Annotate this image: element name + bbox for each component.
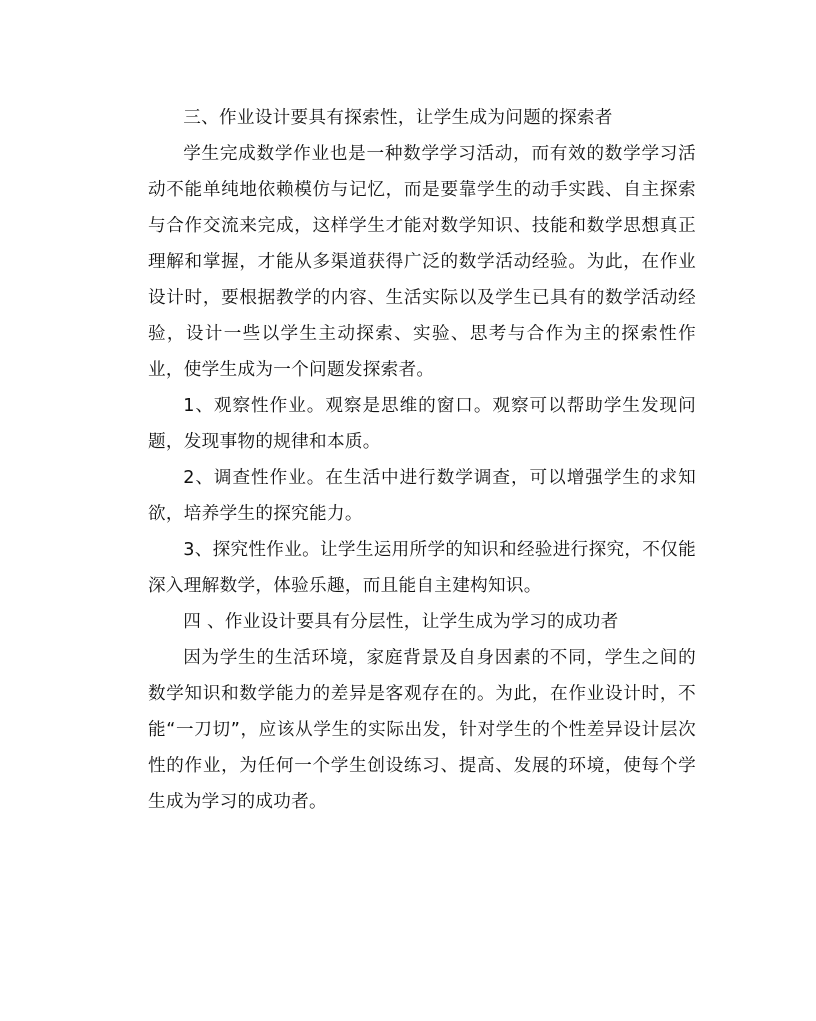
section-heading-4: 四 、作业设计要具有分层性，让学生成为学习的成功者 (183, 612, 619, 632)
section-3-paragraph: 学生完成数学作业也是一种数学学习活动，而有效的数学学习活动不能单纯地依赖模仿与记忆，而是要靠学生的动手实践、自主探索与合作交流来完成，这样学生才能对数学知识、技能和数学思想真正理解和掌握，才能从多渠道获得广泛的数学活动经验。为此，在作业设计时，要根据教学的内容、生活实际以及学生已具有的数学活动经验，设计一些以学生主动探索、实验、思考与合作为主的探索性作业，使学生成为一个问题发探索者。 (148, 144, 696, 380)
section-heading-3: 三、作业设计要具有探索性，让学生成为问题的探索者 (183, 108, 613, 128)
document-body (148, 100, 696, 820)
list-item-survey: 2、调查性作业。在生活中进行数学调查，可以增强学生的求知欲，培养学生的探究能力。 (148, 468, 696, 524)
list-item-observation: 1、观察性作业。观察是思维的窗口。观察可以帮助学生发现问题，发现事物的规律和本质。 (148, 396, 696, 452)
section-4-paragraph: 因为学生的生活环境，家庭背景及自身因素的不同，学生之间的数学知识和数学能力的差异是客观存在的。为此，在作业设计时，不能“一刀切”，应该从学生的实际出发，针对学生的个性差异设计层次性的作业，为任何一个学生创设练习、提高、发展的环境，使每个学生成为学习的成功者。 (148, 648, 696, 812)
list-item-inquiry: 3、探究性作业。让学生运用所学的知识和经验进行探究，不仅能深入理解数学，体验乐趣，而且能自主建构知识。 (148, 540, 696, 596)
